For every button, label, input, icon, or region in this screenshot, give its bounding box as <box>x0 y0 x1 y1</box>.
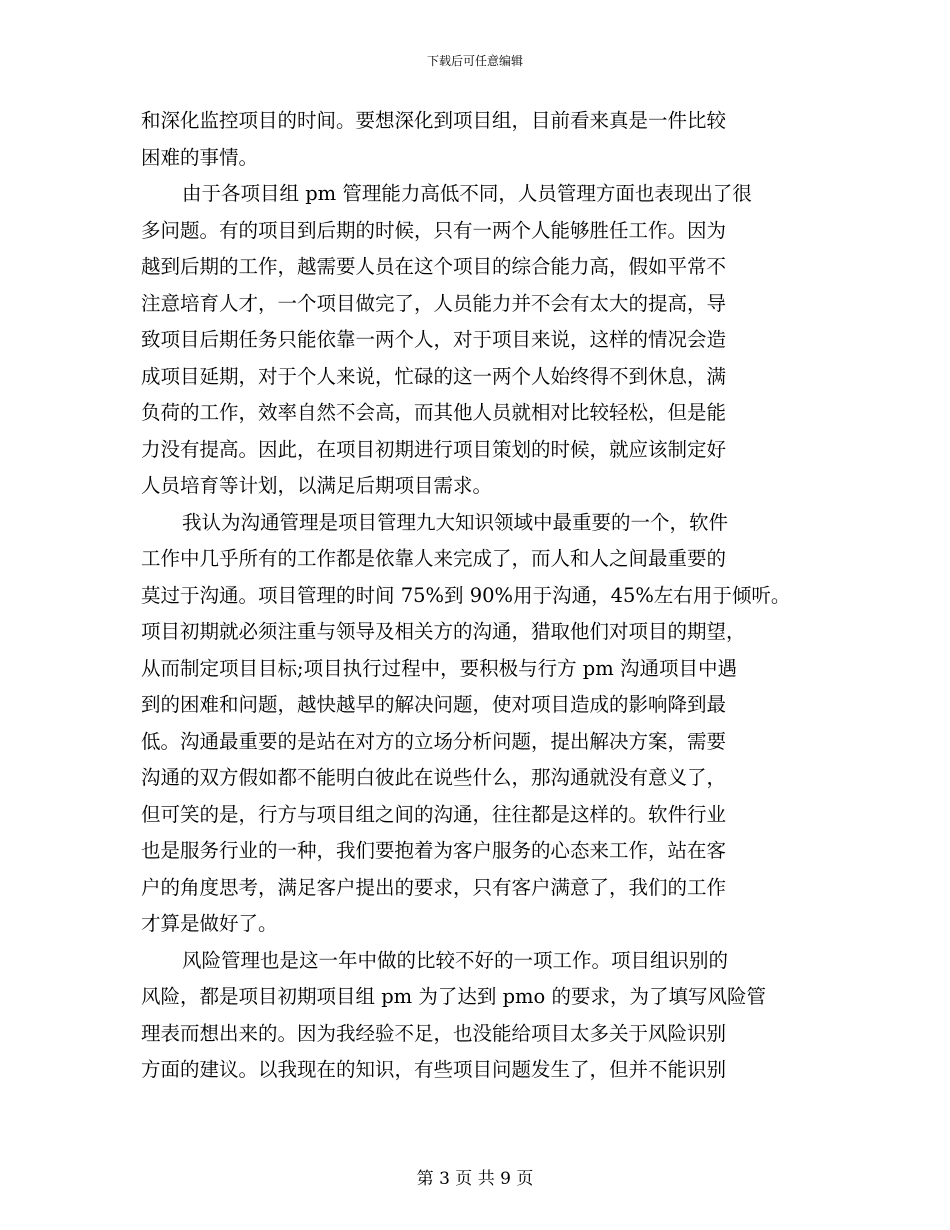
text-line: 莫过于沟通。项目管理的时间 75%到 90%用于沟通，45%左右用于倾听。 <box>141 583 791 607</box>
text-line: 注意培育人才，一个项目做完了，人员能力并不会有太大的提高，导 <box>141 291 727 315</box>
text-line: 方面的建议。以我现在的知识，有些项目问题发生了，但并不能识别 <box>141 1058 727 1081</box>
text-line: 到的困难和问题，越快越早的解决问题，使对项目造成的影响降到最 <box>141 693 727 716</box>
text-line: 从而制定项目目标;项目执行过程中，要积极与行方 pm 沟通项目中遇 <box>141 656 737 680</box>
text-line: 困难的事情。 <box>141 145 259 169</box>
text-line: 多问题。有的项目到后期的时候，只有一两个人能够胜任工作。因为 <box>141 218 727 242</box>
text-line: 才算是做好了。 <box>141 912 278 935</box>
text-line: 致项目后期任务只能依靠一两个人，对于项目来说，这样的情况会造 <box>141 328 727 351</box>
text-line: 户的角度思考，满足客户提出的要求，只有客户满意了，我们的工作 <box>141 875 727 899</box>
text-line: 也是服务行业的一种，我们要抱着为客户服务的心态来工作，站在客 <box>141 839 727 862</box>
text-line: 工作中几乎所有的工作都是依靠人来完成了，而人和人之间最重要的 <box>141 547 727 570</box>
text-line: 低。沟通最重要的是站在对方的立场分析问题，提出解决方案，需要 <box>141 729 727 753</box>
paragraph-first-line: 我认为沟通管理是项目管理九大知识领域中最重要的一个，软件 <box>182 510 729 534</box>
text-line: 人员培育等计划，以满足后期项目需求。 <box>141 474 493 497</box>
text-line: 风险，都是项目初期项目组 pm 为了达到 pmo 的要求，为了填写风险管 <box>141 985 766 1008</box>
text-line: 力没有提高。因此，在项目初期进行项目策划的时候，就应该制定好 <box>141 437 727 461</box>
text-line: 越到后期的工作，越需要人员在这个项目的综合能力高，假如平常不 <box>141 255 727 278</box>
page-footer: 第 3 页 共 9 页 <box>416 1169 534 1189</box>
paragraph-first-line: 由于各项目组 pm 管理能力高低不同，人员管理方面也表现出了很 <box>182 182 752 205</box>
page-header: 下载后可任意编辑 <box>426 54 523 68</box>
document-body <box>141 103 811 1089</box>
text-line: 和深化监控项目的时间。要想深化到项目组，目前看来真是一件比较 <box>141 109 727 132</box>
text-line: 理表而想出来的。因为我经验不足，也没能给项目太多关于风险识别 <box>141 1021 727 1045</box>
text-line: 成项目延期，对于个人来说，忙碌的这一两个人始终得不到休息，满 <box>141 364 727 388</box>
text-line: 项目初期就必须注重与领导及相关方的沟通，猎取他们对项目的期望， <box>141 620 746 643</box>
text-line: 负荷的工作，效率自然不会高，而其他人员就相对比较轻松，但是能 <box>141 401 727 424</box>
text-line: 但可笑的是，行方与项目组之间的沟通，往往都是这样的。软件行业 <box>141 802 727 826</box>
paragraph-first-line: 风险管理也是这一年中做的比较不好的一项工作。项目组识别的 <box>182 948 729 972</box>
text-line: 沟通的双方假如都不能明白彼此在说些什么，那沟通就没有意义了， <box>141 766 727 789</box>
